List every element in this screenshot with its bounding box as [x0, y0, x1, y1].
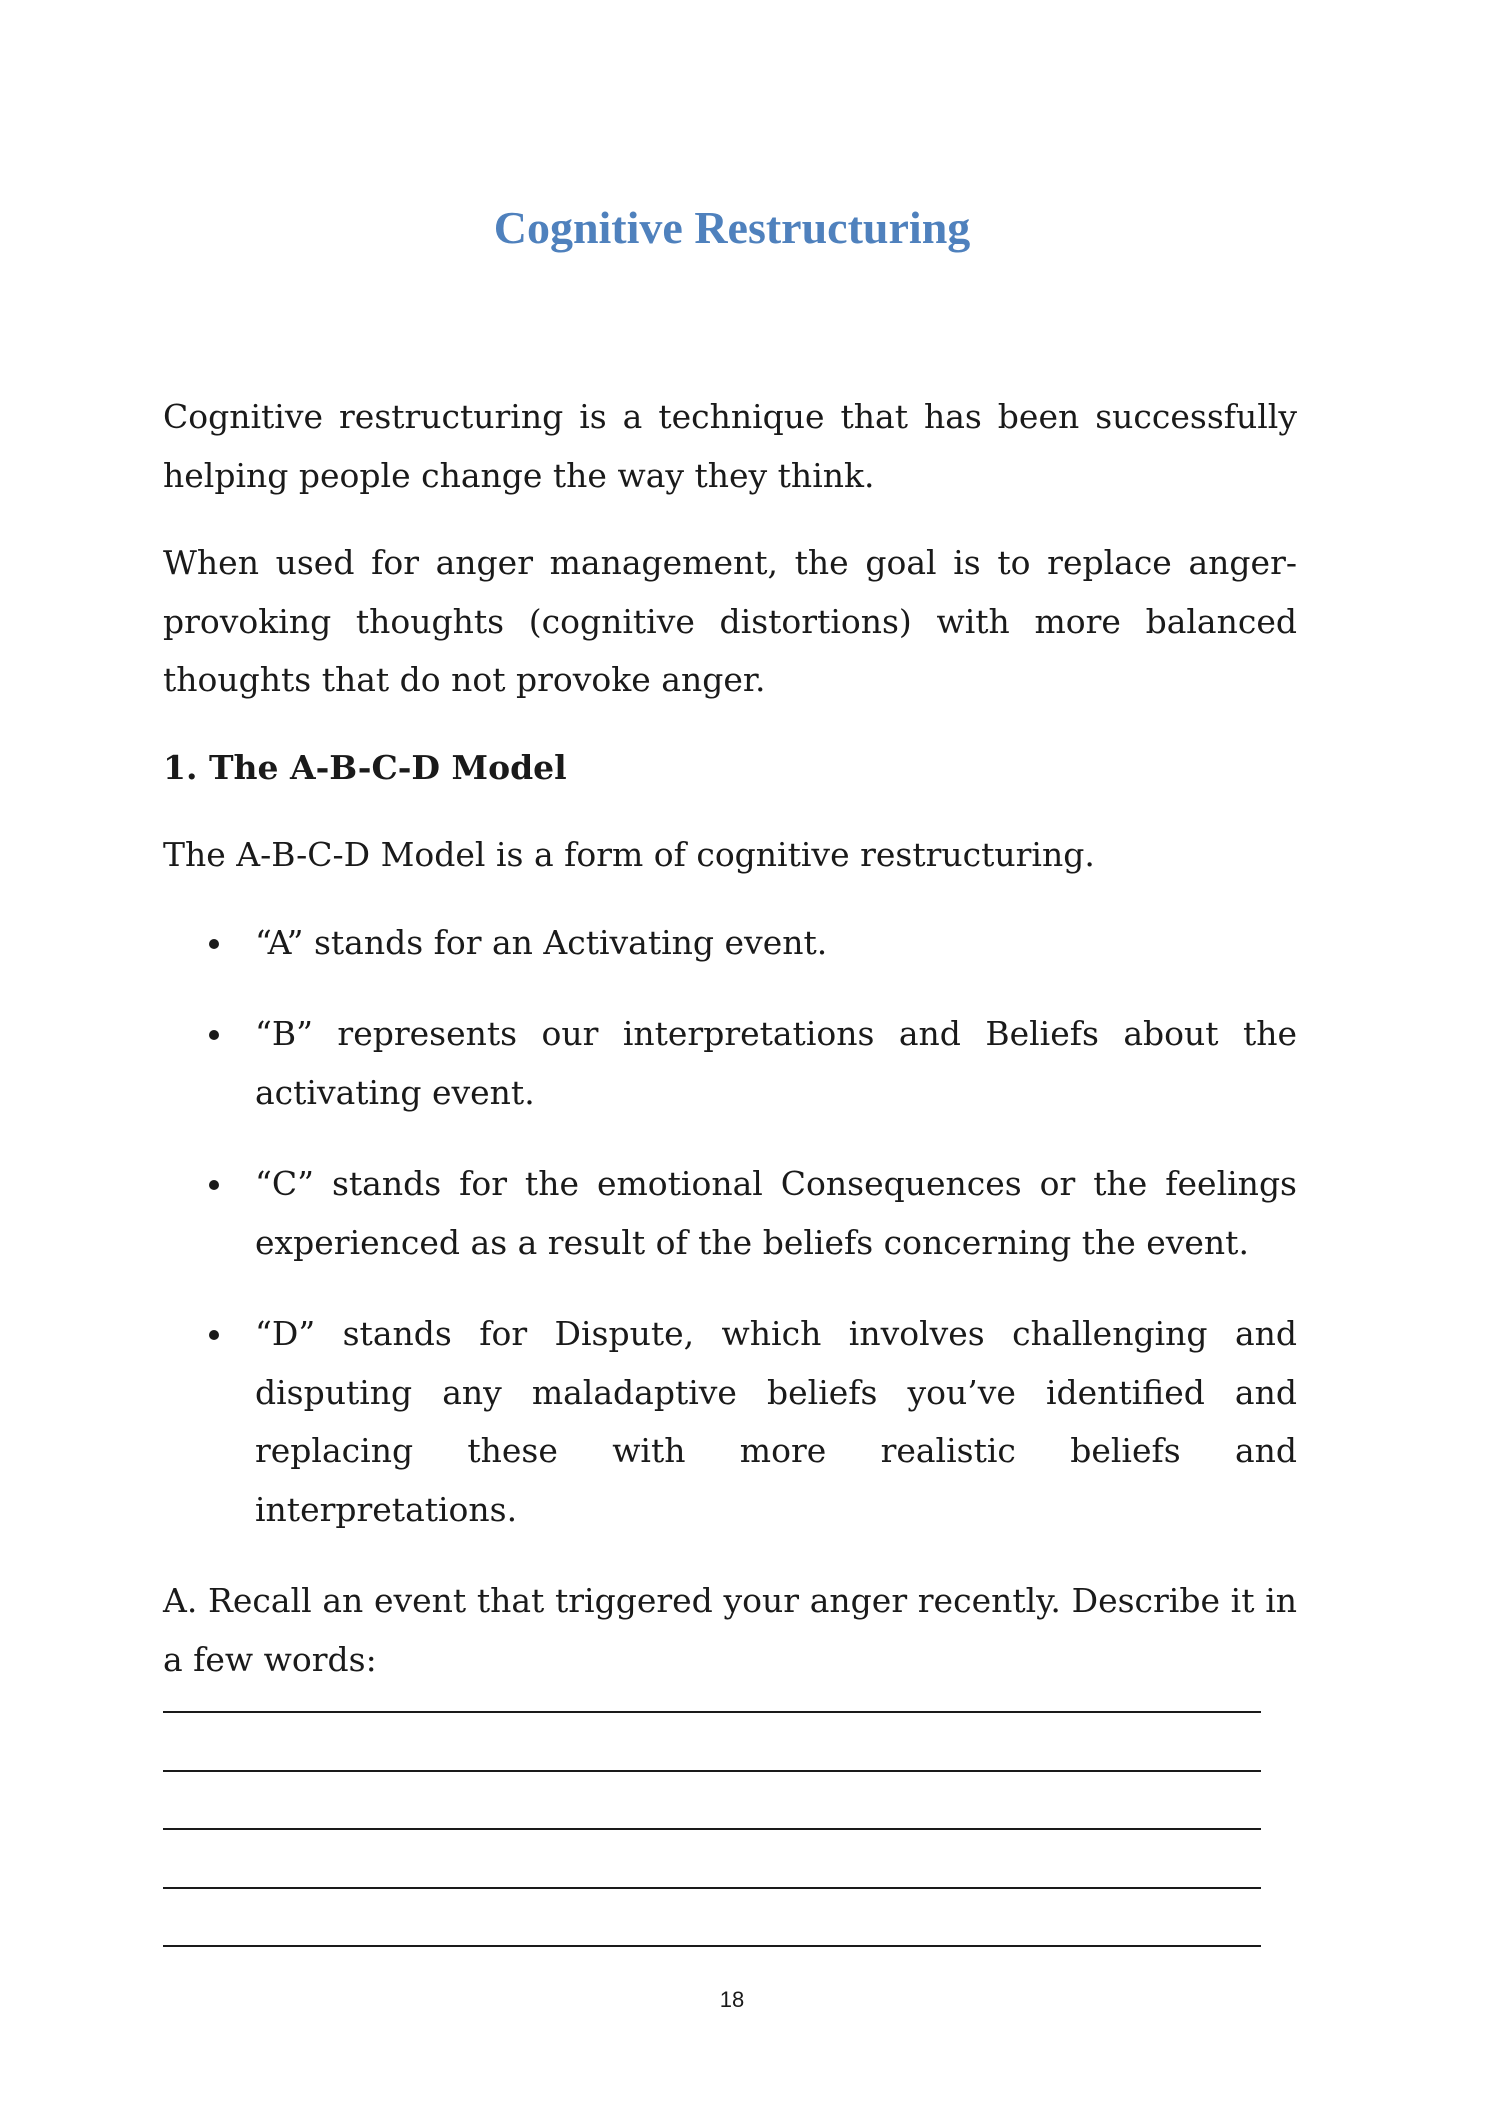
bullet-item-c: [163, 1155, 1297, 1272]
answer-line-1[interactable]: [163, 1711, 1261, 1713]
section-lead: The A-B-C-D Model is a form of cognitive restructuring.: [163, 835, 1095, 874]
page-number: 18: [719, 1987, 745, 2012]
page-title: Cognitive Restructuring: [493, 202, 971, 253]
bullet-dot-icon: [209, 1330, 219, 1340]
bullet-item-b: [163, 1005, 1297, 1122]
bullet-dot-icon: [209, 1180, 219, 1190]
page-content: [163, 388, 1297, 1718]
exercise-prompt: A. Recall an event that triggered your anger recently. Describe it in a few words:: [163, 1581, 1297, 1679]
bullet-dot-icon: [209, 1030, 219, 1040]
bullet-text: “B” represents our interpretations and Beliefs about the activating event.: [255, 1014, 1297, 1112]
bullet-text: “A” stands for an Activating event.: [255, 922, 828, 962]
answer-line-2[interactable]: [163, 1770, 1261, 1772]
answer-line-5[interactable]: [163, 1945, 1261, 1947]
bullet-item-d: [163, 1305, 1297, 1539]
section-heading: 1. The A-B-C-D Model: [163, 747, 567, 787]
bullet-item-a: [163, 914, 1297, 973]
bullet-dot-icon: [209, 939, 219, 949]
intro-paragraph-2: When used for anger management, the goal is to replace anger-provoking thoughts (cognitive distortions) with more balanced thoughts that do not provoke anger.: [163, 543, 1297, 699]
bullet-text: “C” stands for the emotional Consequences or the feelings experienced as a result of the beliefs concerning the event.: [255, 1164, 1297, 1262]
intro-paragraph-1: Cognitive restructuring is a technique that has been successfully helping people change the way they think.: [163, 397, 1297, 495]
bullet-text: “D” stands for Dispute, which involves challenging and disputing any maladaptive beliefs you’ve identified and replacing these with more realistic beliefs and interpretations.: [255, 1314, 1297, 1529]
abcd-bullet-list: [163, 914, 1297, 1540]
answer-line-4[interactable]: [163, 1887, 1261, 1889]
answer-line-3[interactable]: [163, 1828, 1261, 1830]
answer-lines: [163, 1711, 1261, 2004]
